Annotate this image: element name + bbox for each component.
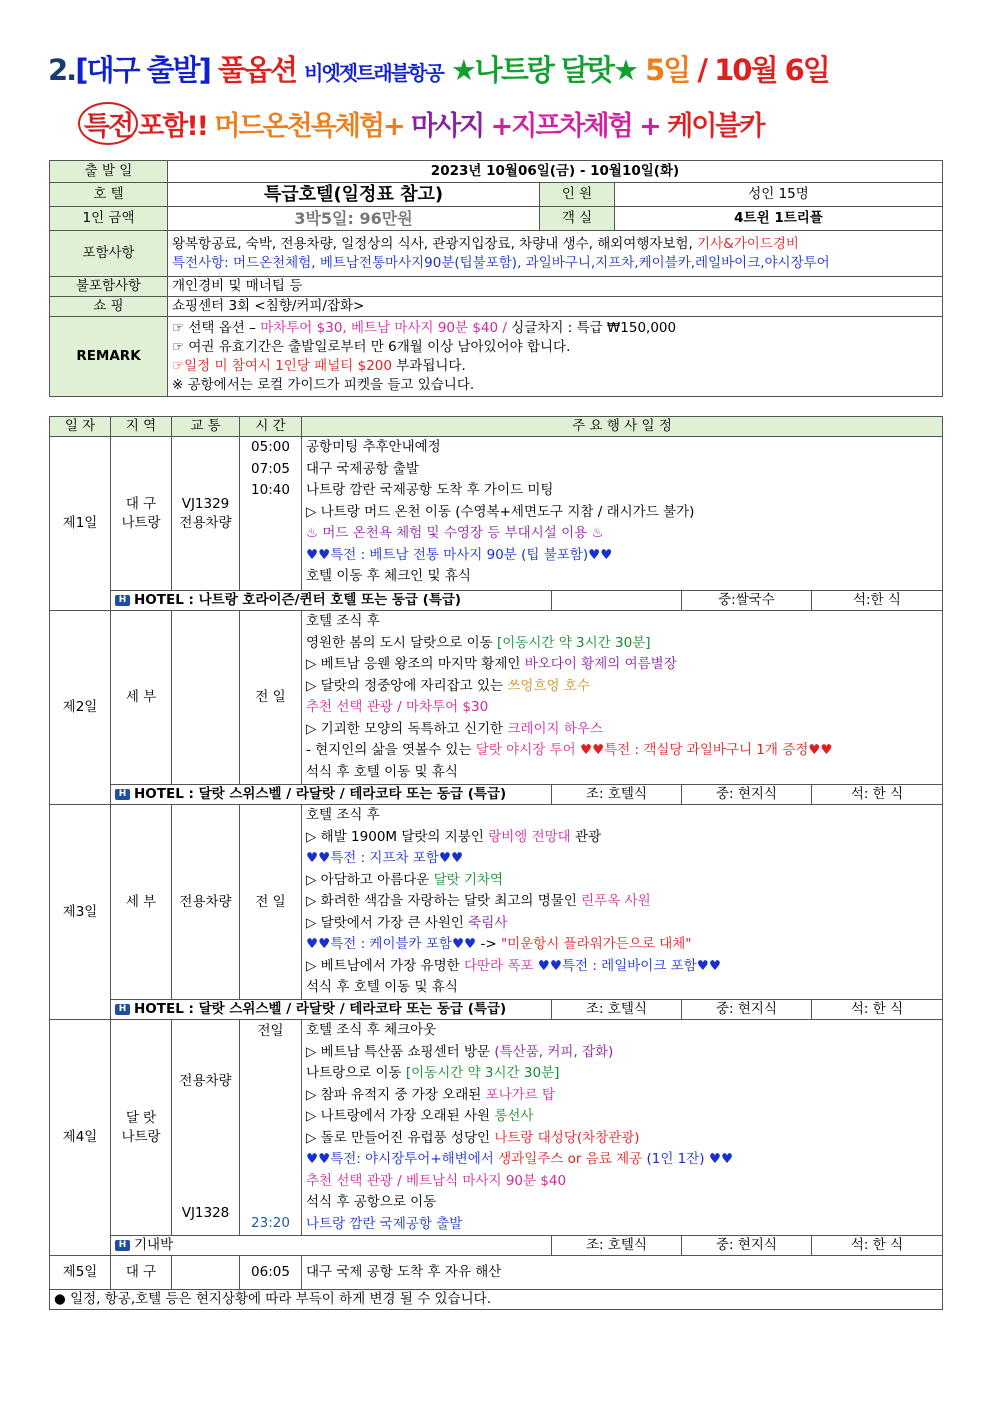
day3-schedule: 호텔 조식 후 ▷ 해발 1900M 달랏의 지붕인 랑비엥 전망대 관광 ♥♥특전 : 지프차 포함♥♥ ▷ 아담하고 아름다운 달랏 기차역 ▷ 화려한 색감을 자랑하는 달랏 최고의 명물인 린푸옥 사원 ▷ 달랏에서 가장 큰 사원인 죽림사 ♥♥특전 : 케이블카 포함♥♥ -> "미운항시 플라워가든으로 대체" ▷ 베트남에서 가장 유명한 다딴라 폭포 ♥♥특전 : 레일바이크 포함♥♥ 석식 후 호텔 이동 및 휴식 [302, 805, 943, 1000]
day2-row [50, 611, 943, 785]
day2-label: 제2일 [50, 611, 111, 805]
included-label: 포함사항 [50, 231, 168, 277]
day4-row [50, 1020, 943, 1236]
day2-hotel: H HOTEL : 달랏 스위스벨 / 라달랏 / 테라코타 또는 동급 (특급) [111, 785, 552, 805]
day2-lunch: 중: 현지식 [682, 785, 812, 805]
included-line1: 왕복항공료, 숙박, 전용차량, 일정상의 식사, 관광지입장료, 차량내 생수, 해외여행자보험, [172, 235, 693, 252]
day3-dinner: 석: 한 식 [812, 1000, 943, 1020]
perk-cable: 케이블카 [667, 111, 764, 142]
day1-hotel-row [50, 591, 943, 611]
perk-massage: 마사지 [410, 111, 484, 142]
header-main: 주 요 행 사 일 정 [302, 417, 943, 437]
price-value: 3박5일: 96만원 [168, 207, 540, 231]
room-value: 4트윈 1트리플 [615, 207, 943, 231]
day4-transport: 전용차량 VJ1328 [172, 1020, 240, 1236]
hotel-value: 특급호텔(일정표 참고) [168, 183, 540, 207]
header-date: 일 자 [50, 417, 111, 437]
included-guide: 기사&가이드경비 [697, 235, 799, 252]
price-label: 1인 금액 [50, 207, 168, 231]
day5-time: 06:05 [240, 1256, 302, 1290]
day3-transport: 전용차량 [172, 805, 240, 1000]
special-suffix: 포함!! [138, 111, 207, 142]
schedule-table [49, 416, 943, 1310]
day2-dinner: 석: 한 식 [812, 785, 943, 805]
remark1-a: ☞ 선택 옵션 – [172, 319, 256, 336]
header-region: 지 역 [111, 417, 172, 437]
title-duration: 5일 [645, 53, 690, 87]
day4-times: 전일 23:20 [240, 1020, 302, 1236]
day5-label: 제5일 [50, 1256, 111, 1290]
day4-schedule: 호텔 조식 후 체크아웃 ▷ 베트남 특산품 쇼핑센터 방문 (특산품, 커피, 잡화) 나트랑으로 이동 [이동시간 약 3시간 30분] ▷ 참파 유적지 중 가장 오래된 포나가르 탑 ▷ 나트랑에서 가장 오래된 사원 롱선사 ▷ 돌로 만들어진 유럽풍 성당인 나트랑 대성당(차창관광) ♥♥특전: 야시장투어+해변에서 생과일주스 or 음료 제공 (1인 1잔) ♥♥ 추천 선택 관광 / 베트남식 마사지 90분 $40 석식 후 공항으로 이동 나트랑 깜란 국제공항 출발 [302, 1020, 943, 1236]
day4-breakfast: 조: 호텔식 [552, 1236, 682, 1256]
remark2: ☞ 여권 유효기간은 출발일로부터 만 6개월 이상 남아있어야 합니다. [172, 338, 571, 355]
title-destination: ★나트랑 달랏★ [450, 53, 637, 87]
day3-lunch: 중: 현지식 [682, 1000, 812, 1020]
hotel-icon: H [115, 789, 130, 800]
day1-transport: VJ1329 전용차량 [172, 437, 240, 591]
remark4: ※ 공항에서는 로컬 가이드가 피켓을 들고 있습니다. [172, 376, 475, 393]
people-label: 인 원 [540, 183, 615, 207]
included-value [168, 231, 943, 277]
info-table [49, 160, 943, 397]
day1-breakfast [552, 591, 682, 611]
remark1-c: 싱글차지 : 특급 ₩150,000 [511, 319, 677, 336]
title-prefix: 2. [48, 53, 76, 87]
day3-row [50, 805, 943, 1000]
day5-schedule: 대구 국제 공항 도착 후 자유 해산 [302, 1256, 943, 1290]
day1-label: 제1일 [50, 437, 111, 611]
hotel-icon: H [115, 1004, 130, 1015]
room-label: 객 실 [540, 207, 615, 231]
schedule-header [50, 417, 943, 437]
day1-dinner: 석:한 식 [812, 591, 943, 611]
day2-time: 전 일 [240, 611, 302, 785]
day1-hotel: H HOTEL : 나트랑 호라이즌/퀸터 호텔 또는 동급 (특급) [111, 591, 552, 611]
day1-row [50, 437, 943, 591]
perk-plus: + [639, 111, 660, 142]
day1-lunch: 중:쌀국수 [682, 591, 812, 611]
title-date: 10월 6일 [714, 53, 829, 87]
perk-jeep: +지프차체험 [490, 111, 632, 142]
shopping-label: 쇼 핑 [50, 297, 168, 317]
day3-time: 전 일 [240, 805, 302, 1000]
included-line2: 특전사항: 머드온천체험, 베트남전통마사지90분(팁불포함), 과일바구니,지프차,케이블카,레일바이크,야시장투어 [172, 254, 830, 271]
remark3: ☞일정 미 참여시 1인당 패널티 $200 [172, 357, 392, 374]
remark-value [168, 317, 943, 397]
day2-schedule: 호텔 조식 후 영원한 봄의 도시 달랏으로 이동 [이동시간 약 3시간 30분] ▷ 베트남 응웬 왕조의 마지막 황제인 바오다이 황제의 여름별장 ▷ 달랏의 정중앙에 자리잡고 있는 쓰엉흐엉 호수 추천 선택 관광 / 마차투어 $30 ▷ 기괴한 모양의 독특하고 신기한 크레이지 하우스 - 현지인의 삶을 엿볼수 있는 달랏 야시장 투어 ♥♥특전 : 객실당 과일바구니 1개 증정♥♥ 석식 후 호텔 이동 및 휴식 [302, 611, 943, 785]
day1-schedule: 공항미팅 추후안내예정 대구 국제공항 출발 나트랑 깜란 국제공항 도착 후 가이드 미팅 ▷ 나트랑 머드 온천 이동 (수영복+세면도구 지참 / 래시가드 불가) ♨ 머드 온천욕 체험 및 수영장 등 부대시설 이용 ♨ ♥♥특전 : 베트남 전통 마사지 90분 (팁 불포함)♥♥ 호텔 이동 후 체크인 및 휴식 [302, 437, 943, 591]
page-subtitle [78, 102, 763, 145]
day1-times: 05:00 07:05 10:40 [240, 437, 302, 591]
special-circled: 특전 [78, 102, 138, 145]
day5-transport [172, 1256, 240, 1290]
remark-label: REMARK [50, 317, 168, 397]
day2-breakfast: 조: 호텔식 [552, 785, 682, 805]
day3-label: 제3일 [50, 805, 111, 1020]
day5-row [50, 1256, 943, 1290]
day3-breakfast: 조: 호텔식 [552, 1000, 682, 1020]
day4-hotel-row [50, 1236, 943, 1256]
title-slash: / [697, 53, 706, 87]
title-full-option: 풀옵션 [217, 53, 297, 87]
day4-hotel: H 기내박 [111, 1236, 552, 1256]
hotel-icon: H [115, 1240, 130, 1251]
page-title [48, 48, 829, 89]
day4-lunch: 중: 현지식 [682, 1236, 812, 1256]
day3-hotel-row [50, 1000, 943, 1020]
notice: ● 일정, 항공,호텔 등은 현지상황에 따라 부득이 하게 변경 될 수 있습니다. [50, 1290, 943, 1310]
day4-region: 달 랏 나트랑 [111, 1020, 172, 1236]
shopping-value: 쇼핑센터 3회 <침향/커피/잡화> [168, 297, 943, 317]
day4-dinner: 석: 한 식 [812, 1236, 943, 1256]
remark3-b: 부과됩니다. [396, 357, 466, 374]
day1-region: 대 구 나트랑 [111, 437, 172, 591]
day2-region: 세 부 [111, 611, 172, 785]
header-time: 시 간 [240, 417, 302, 437]
departure-label: 출 발 일 [50, 161, 168, 183]
excluded-label: 불포함사항 [50, 277, 168, 297]
day4-label: 제4일 [50, 1020, 111, 1256]
title-departure: [대구 출발] [75, 53, 210, 87]
day2-transport [172, 611, 240, 785]
day3-hotel: H HOTEL : 달랏 스위스벨 / 라달랏 / 테라코타 또는 동급 (특급) [111, 1000, 552, 1020]
day5-region: 대 구 [111, 1256, 172, 1290]
hotel-icon: H [115, 595, 130, 606]
day3-region: 세 부 [111, 805, 172, 1000]
hotel-label: 호 텔 [50, 183, 168, 207]
remark1-b: 마차투어 $30, 베트남 마사지 90분 $40 / [260, 319, 507, 336]
day2-hotel-row [50, 785, 943, 805]
notice-row [50, 1290, 943, 1310]
header-transport: 교 통 [172, 417, 240, 437]
people-value: 성인 15명 [615, 183, 943, 207]
excluded-value: 개인경비 및 매너팁 등 [168, 277, 943, 297]
title-airline: 비엣젯트래블항공 [304, 61, 443, 85]
perk-mud: 머드온천욕체험+ [214, 111, 404, 142]
departure-value: 2023년 10월06일(금) - 10월10일(화) [168, 161, 943, 183]
